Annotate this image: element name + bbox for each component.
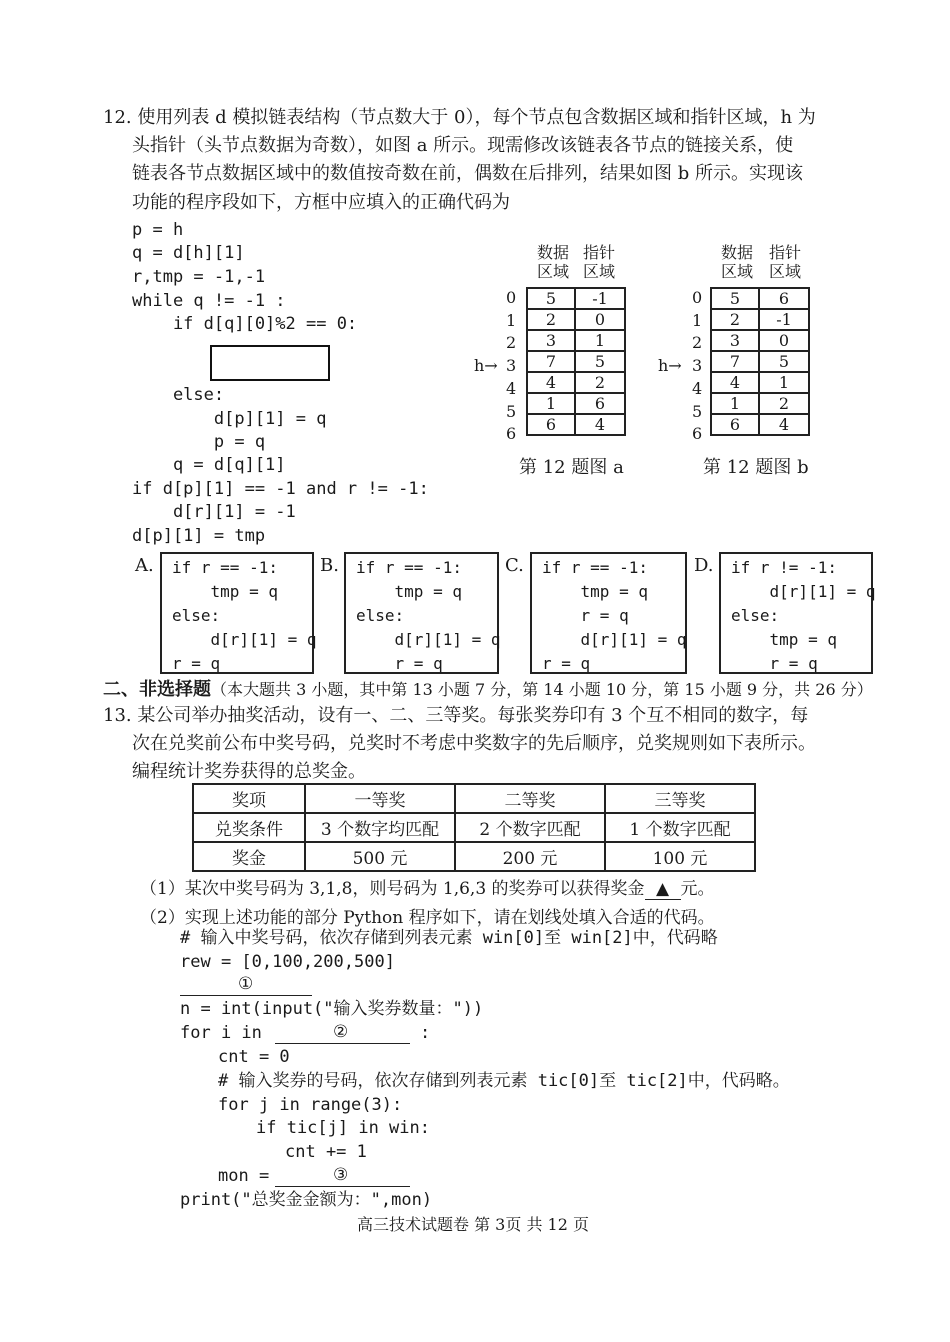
option-b-code: [356, 556, 501, 676]
option-code-line: r = q: [356, 654, 443, 673]
fig-a-row: [527, 330, 625, 351]
fig-a-row: [527, 309, 625, 330]
fig-b-index: 2: [692, 333, 703, 353]
fig-b-data-cell: 7: [711, 351, 759, 372]
fig-a-head-pointer: h→: [474, 356, 498, 375]
fig-a-indices: [506, 287, 516, 446]
fig-b-table: [710, 287, 810, 436]
fig-a-pointer-cell: 5: [575, 351, 625, 372]
fig-b-index: 1: [692, 310, 703, 330]
q12-line-4: 功能的程序段如下，方框中应填入的正确代码为: [132, 192, 510, 213]
fig-b-header-data-2: 区域: [720, 262, 753, 281]
fig-b-pointer-cell: 2: [759, 393, 809, 414]
fig-a-row: [527, 372, 625, 393]
fig-a-data-cell: 4: [527, 372, 575, 393]
fig-b-row: [711, 288, 809, 309]
fig-b-data-cell: 2: [711, 309, 759, 330]
q13-code-print: print("总奖金金额为：",mon): [180, 1190, 433, 1210]
prize-cell: 奖金: [193, 842, 305, 871]
fig-a-index: 2: [506, 333, 517, 353]
option-code-line: d[r][1] = q: [731, 582, 876, 601]
q13-line-3: 编程统计奖券获得的总奖金。: [132, 761, 366, 782]
q12-code-8: p = q: [132, 432, 266, 452]
fig-a-header-ptr: [580, 243, 618, 281]
fig-a-index: 3: [506, 356, 517, 376]
fig-b-index: 0: [692, 288, 703, 307]
blank-1-label: ①: [238, 974, 254, 994]
option-code-line: else:: [172, 606, 221, 625]
fig-b-pointer-cell: -1: [759, 309, 809, 330]
fig-a-index: 6: [506, 424, 517, 444]
option-c-letter: C.: [505, 555, 524, 576]
option-code-line: if r != -1:: [731, 558, 837, 577]
fig-a-header-ptr-1: 指针: [582, 243, 615, 262]
fig-a-index: 5: [506, 401, 517, 421]
prize-cell: 1 个数字匹配: [605, 813, 755, 842]
q13-code-increment: cnt += 1: [285, 1142, 367, 1162]
fig-a-pointer-cell: 0: [575, 309, 625, 330]
fig-a-pointer-cell: -1: [575, 288, 625, 309]
option-code-line: r = q: [172, 654, 221, 673]
option-code-line: if r == -1:: [172, 558, 278, 577]
option-code-line: d[r][1] = q: [172, 630, 317, 649]
q12-code-10: if d[p][1] == -1 and r != -1:: [132, 479, 429, 499]
fig-a-data-cell: 3: [527, 330, 575, 351]
option-d-code: [731, 556, 876, 676]
q13-code-for: for i in: [180, 1023, 262, 1043]
q13-code-if: if tic[j] in win:: [256, 1118, 430, 1138]
fig-b-pointer-cell: 4: [759, 414, 809, 435]
q12-code-11: d[r][1] = -1: [132, 502, 296, 522]
prize-header-cell: 三等奖: [605, 784, 755, 813]
fig-b-index: 4: [692, 378, 703, 398]
q12-code-1: p = h: [132, 220, 184, 240]
prize-table: [192, 783, 756, 872]
fig-b-data-cell: 6: [711, 414, 759, 435]
prize-header-cell: 一等奖: [305, 784, 455, 813]
fig-a-header-data-2: 区域: [536, 262, 569, 281]
q12-code-6: else:: [132, 385, 225, 405]
fig-b-index: 3: [692, 356, 703, 376]
page-footer: 高三技术试题卷 第 3页 共 12 页: [357, 1215, 589, 1234]
q13-sub1-text: （1）某次中奖号码为 3,1,8，则号码为 1,6,3 的奖券可以获得奖金: [140, 879, 645, 899]
q12-code-12: d[p][1] = tmp: [132, 526, 266, 546]
q13-code-comment2: # 输入奖券的号码，依次存储到列表元素 tic[0]至 tic[2]中，代码略。: [218, 1071, 790, 1091]
fig-b-data-cell: 1: [711, 393, 759, 414]
fig-b-pointer-cell: 6: [759, 288, 809, 309]
blank-1-line[interactable]: [180, 995, 312, 996]
fig-a-data-cell: 7: [527, 351, 575, 372]
blank-3-label: ③: [333, 1165, 349, 1185]
q12-code-7: d[p][1] = q: [132, 409, 327, 429]
prize-cell: 2 个数字匹配: [455, 813, 605, 842]
fig-b-index: 5: [692, 401, 703, 421]
fig-b-header-data-1: 数据: [720, 243, 753, 262]
q13-sub1-end: 元。: [680, 879, 715, 899]
option-code-line: d[r][1] = q: [542, 630, 687, 649]
option-code-line: tmp = q: [172, 582, 278, 601]
fig-b-row: [711, 414, 809, 435]
fig-b-pointer-cell: 1: [759, 372, 809, 393]
option-d-box[interactable]: [719, 552, 876, 674]
option-code-line: tmp = q: [356, 582, 462, 601]
blank-2-label: ②: [333, 1022, 349, 1042]
option-a-letter: A.: [135, 555, 154, 576]
fig-a-index: 1: [506, 310, 517, 330]
triangle-answer-mark: ▲: [645, 879, 681, 900]
q13-code-for-j: for j in range(3):: [218, 1095, 403, 1115]
fig-a-row: [527, 414, 625, 435]
option-c-code: [542, 556, 687, 676]
q13-sub1: [140, 874, 715, 900]
option-d-letter: D.: [694, 555, 714, 576]
q13-code-mon: mon =: [218, 1166, 270, 1186]
fig-a-header-ptr-2: 区域: [582, 262, 615, 281]
fig-b-row: [711, 351, 809, 372]
fig-a-row: [527, 288, 625, 309]
option-code-line: else:: [731, 606, 780, 625]
section-title: 二、非选择题: [103, 679, 211, 700]
fig-b-header-ptr-1: 指针: [768, 243, 801, 262]
fig-b-indices: [692, 287, 702, 446]
fig-a-header-data: [534, 243, 572, 281]
option-code-line: r = q: [542, 654, 591, 673]
fig-a-table: [526, 287, 626, 436]
fig-b-data-cell: 4: [711, 372, 759, 393]
fig-b-index: 6: [692, 424, 703, 444]
fig-a-header-data-1: 数据: [536, 243, 569, 262]
fig-a-row: [527, 393, 625, 414]
prize-cell: 兑奖条件: [193, 813, 305, 842]
option-code-line: tmp = q: [542, 582, 648, 601]
fig-a-pointer-cell: 6: [575, 393, 625, 414]
section-note: （本大题共 3 小题，其中第 13 小题 7 分，第 14 小题 10 分，第 15 小题 9 分，共 26 分）: [211, 680, 873, 699]
q13-sub2: （2）实现上述功能的部分 Python 程序如下，请在划线处填入合适的代码。: [140, 908, 715, 928]
option-code-line: tmp = q: [731, 630, 837, 649]
option-a-code: [172, 556, 317, 676]
fig-b-data-cell: 5: [711, 288, 759, 309]
option-b-box[interactable]: [344, 552, 499, 674]
fig-a-pointer-cell: 1: [575, 330, 625, 351]
fig-b-row: [711, 330, 809, 351]
fig-a-data-cell: 6: [527, 414, 575, 435]
q12-code-5: if d[q][0]%2 == 0:: [132, 314, 358, 334]
prize-header-cell: 奖项: [193, 784, 305, 813]
fig-a-pointer-cell: 4: [575, 414, 625, 435]
answer-box: [210, 345, 330, 381]
option-c-box[interactable]: [530, 552, 687, 674]
q12-line-2: 头指针（头节点数据为奇数），如图 a 所示。现需修改该链表各节点的链接关系，使: [132, 135, 794, 156]
fig-b-row: [711, 393, 809, 414]
q12-line-1: 12. 使用列表 d 模拟链表结构（节点数大于 0），每个节点包含数据区域和指针区域，h 为: [103, 107, 816, 128]
q12-code-9: q = d[q][1]: [132, 455, 286, 475]
option-code-line: r = q: [542, 606, 629, 625]
q13-code-colon: :: [420, 1023, 431, 1043]
fig-a-pointer-cell: 2: [575, 372, 625, 393]
fig-a-index: 4: [506, 378, 517, 398]
prize-cell: 100 元: [605, 842, 755, 871]
prize-cell: 500 元: [305, 842, 455, 871]
q13-line-2: 次在兑奖前公布中奖号码，兑奖时不考虑中奖数字的先后顺序，兑奖规则如下表所示。: [132, 733, 816, 754]
fig-b-data-cell: 3: [711, 330, 759, 351]
fig-b-header-ptr: [766, 243, 804, 281]
prize-cell: 200 元: [455, 842, 605, 871]
fig-a-data-cell: 1: [527, 393, 575, 414]
q12-line-3: 链表各节点数据区域中的数值按奇数在前，偶数在后排列，结果如图 b 所示。实现该: [132, 163, 803, 184]
q12-code-2: q = d[h][1]: [132, 243, 245, 263]
fig-b-pointer-cell: 0: [759, 330, 809, 351]
option-code-line: else:: [356, 606, 405, 625]
q12-code-4: while q != -1 :: [132, 291, 286, 311]
fig-b-caption: 第 12 题图 b: [703, 457, 809, 478]
fig-a-data-cell: 2: [527, 309, 575, 330]
fig-b-row: [711, 309, 809, 330]
option-b-letter: B.: [320, 555, 339, 576]
fig-a-row: [527, 351, 625, 372]
q12-code-3: r,tmp = -1,-1: [132, 267, 266, 287]
fig-b-pointer-cell: 5: [759, 351, 809, 372]
fig-b-header-ptr-2: 区域: [768, 262, 801, 281]
option-a-box[interactable]: [160, 552, 317, 674]
blank-3-line[interactable]: [275, 1186, 410, 1187]
option-code-line: if r == -1:: [542, 558, 648, 577]
q13-line-1: 13. 某公司举办抽奖活动，设有一、二、三等奖。每张奖券印有 3 个互不相同的数字，每: [103, 705, 809, 726]
fig-b-head-pointer: h→: [658, 356, 682, 375]
blank-2-line[interactable]: [275, 1043, 410, 1044]
fig-a-caption: 第 12 题图 a: [519, 457, 624, 478]
fig-b-header-data: [718, 243, 756, 281]
fig-b-row: [711, 372, 809, 393]
q13-code-rew: rew = [0,100,200,500]: [180, 952, 395, 972]
q13-code-input: n = int(input("输入奖券数量：")): [180, 999, 484, 1019]
q13-code-cnt: cnt = 0: [218, 1047, 290, 1067]
option-code-line: if r == -1:: [356, 558, 462, 577]
option-code-line: d[r][1] = q: [356, 630, 501, 649]
section-heading: [103, 675, 873, 701]
option-code-line: r = q: [731, 654, 818, 673]
fig-a-index: 0: [506, 288, 517, 307]
prize-header-cell: 二等奖: [455, 784, 605, 813]
prize-cell: 3 个数字均匹配: [305, 813, 455, 842]
fig-a-data-cell: 5: [527, 288, 575, 309]
q13-code-comment1: # 输入中奖号码，依次存储到列表元素 win[0]至 win[2]中，代码略: [180, 928, 718, 948]
